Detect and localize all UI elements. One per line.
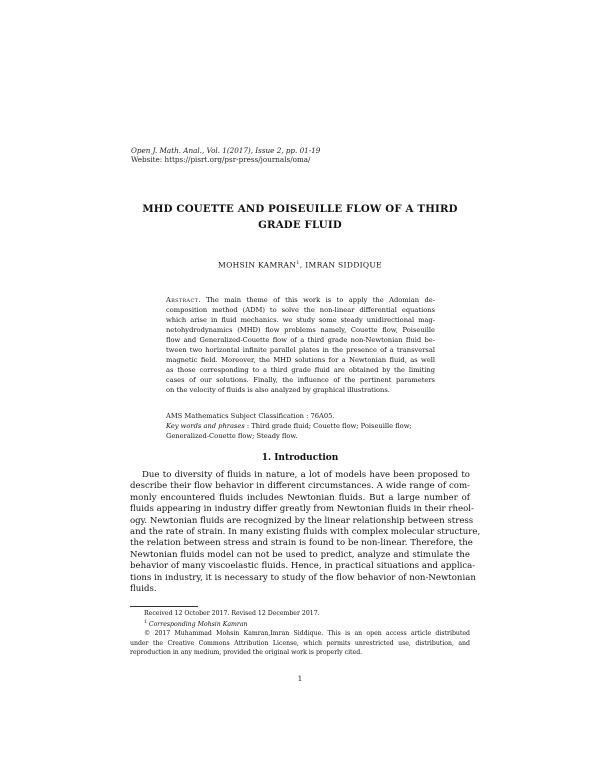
copyright-line: © 2017 Muhammad Mohsin Kamran,Imran Siddique. This is an open access article distributed <box>144 630 470 638</box>
body-line: fluids appearing in industry differ greatly from Newtonian fluids in their rheol- <box>130 504 474 515</box>
keywords-line-2: Generalized-Couette flow; Steady flow. <box>166 432 298 440</box>
paper-title-line: GRADE FLUID <box>258 219 342 231</box>
body-line: and the rate of strain. In many existing fluids with complex molecular structure, <box>130 527 481 538</box>
page-number: 1 <box>297 675 303 683</box>
keywords-line <box>166 421 435 431</box>
footnotes <box>130 609 470 657</box>
body-line: tions in industry, it is necessary to study of the flow behavior of non-Newtonian <box>130 572 476 583</box>
author-rest: , IMRAN SIDDIQUE <box>299 260 382 270</box>
journal-header <box>131 146 320 164</box>
corresponding-author: $^1$ Corresponding Mohsin Kamran <box>144 620 248 629</box>
journal-website: Website: https://pisrt.org/psr-press/journals/oma/ <box>131 155 311 164</box>
abstract-line: cases of our solutions. Finally, the influence of the pertinent parameters <box>166 376 435 384</box>
abstract-line: on the velocity of fluids is also analyzed by graphical illustrations. <box>166 386 390 394</box>
journal-citation: Open J. Math. Anal., Vol. 1(2017), Issue 2, pp. 01-19 <box>131 146 321 155</box>
section-heading: 1. Introduction <box>261 453 339 463</box>
abstract-line: as those corresponding to a third grade fluid are obtained by the limiting <box>166 366 435 374</box>
footnote-divider <box>130 606 198 607</box>
body-line: Due to diversity of fluids in nature, a lot of models have been proposed to <box>142 470 470 480</box>
body-line: the relation between stress and strain is found to be non-linear. Therefore, the <box>130 538 473 549</box>
keywords-text: : Third grade fluid; Couette flow; Poiseuille flow; <box>244 422 412 430</box>
abstract-line: flow and Generalized-Couette flow of a third grade non-Newtonian fluid be- <box>166 336 435 344</box>
copyright-line: under the Creative Commons Attribution License, which permits unrestricted use, distribution, and <box>130 639 470 647</box>
abstract-line: Abstract. The main theme of this work is to apply the Adomian de- <box>166 296 435 304</box>
corresponding-mark: 1 <box>144 620 147 626</box>
ams-classification: AMS Mathematics Subject Classification : 76A05. <box>166 412 335 420</box>
abstract-label: Abstract. <box>166 296 201 304</box>
keywords-label: Key words and phrases <box>166 422 245 430</box>
abstract <box>166 295 435 395</box>
abstract-line: which arise in fluid mechanics. we study some steady unidirectional mag- <box>166 316 435 324</box>
body-line: behavior of many viscoelastic fluids. Hence, in practical situations and applica- <box>130 561 476 572</box>
body-line: describe their flow behavior in different circumstances. A wide range of com- <box>130 481 470 492</box>
body-line: fluids. <box>130 584 157 595</box>
body-line: monly encountered fluids includes Newtonian fluids. But a large number of <box>130 492 470 503</box>
ams-keywords <box>166 411 435 441</box>
abstract-line: magnetic field. Moreover, the MHD solutions for a Newtonian fluid, as well <box>166 356 435 364</box>
copyright-line: reproduction in any medium, provided the original work is properly cited. <box>130 648 363 656</box>
body-line: ogy. Newtonian fluids are recognized by the linear relationship between stress <box>130 515 474 526</box>
authors <box>120 260 480 270</box>
paper-title-line: MHD COUETTE AND POISEUILLE FLOW OF A THIRD <box>142 203 458 215</box>
body-line: Newtonian fluids model can not be used to predict, analyze and stimulate the <box>130 549 470 560</box>
author-footnote-mark: 1 <box>296 260 300 266</box>
abstract-line: netohydrodynamics (MHD) flow problems namely, Couette flow, Poiseuille <box>166 326 435 334</box>
received-dates: Received 12 October 2017. Revised 12 December 2017. <box>144 610 320 617</box>
abstract-line: tween two horizontal infinite parallel plates in the presence of a transversal <box>166 346 435 354</box>
introduction-paragraph <box>130 470 481 595</box>
author-first: MOHSIN KAMRAN <box>218 260 297 270</box>
abstract-line: composition method (ADM) to solve the non-linear differential equations <box>166 306 435 314</box>
paper-title <box>120 201 480 233</box>
